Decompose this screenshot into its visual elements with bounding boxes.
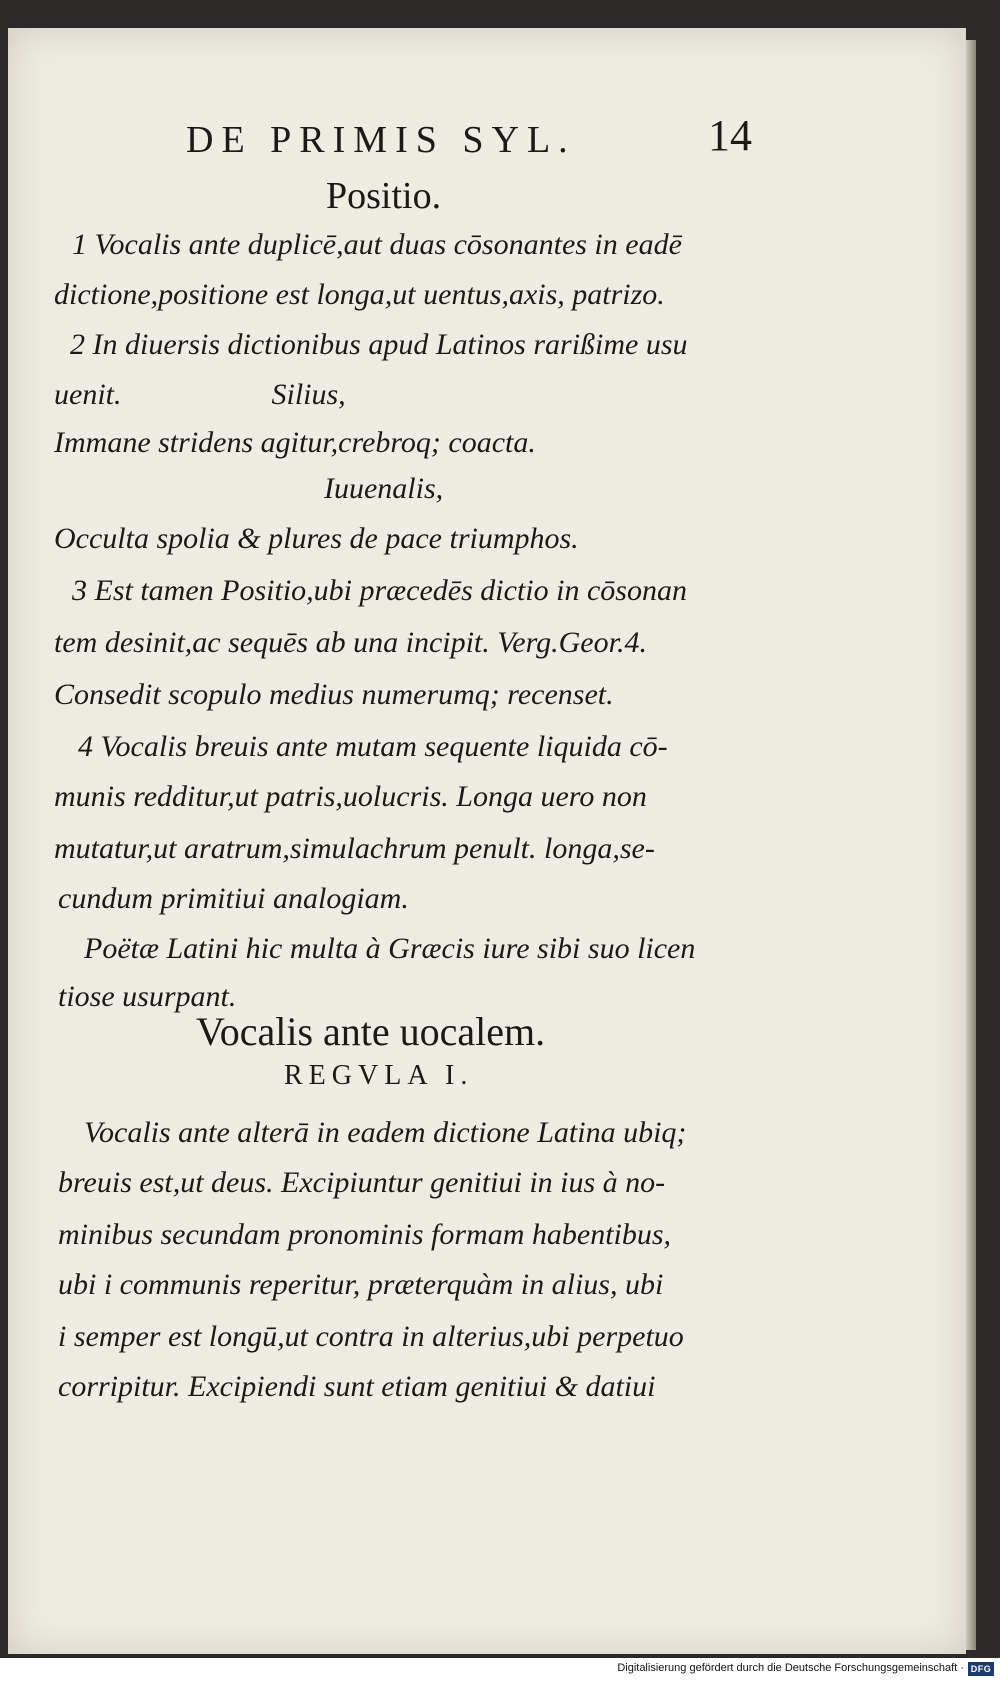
book-page — [8, 28, 966, 1654]
text-line: Occulta spolia & plures de pace triumphos. — [54, 522, 579, 555]
text-line: Vocalis ante alterā in eadem dictione Latina ubiq; — [84, 1116, 687, 1149]
text-line: Iuuenalis, — [324, 472, 444, 505]
text-line: 1 Vocalis ante duplicē,aut duas cōsonantes in eadē — [72, 228, 682, 261]
text-line: uenit. Silius, — [54, 378, 346, 411]
text-line: Poëtæ Latini hic multa à Græcis iure sibi suo licen — [84, 932, 696, 965]
text-line: 4 Vocalis breuis ante mutam sequente liquida cō- — [78, 730, 668, 763]
text-line: corripitur. Excipiendi sunt etiam genitiui & datiui — [58, 1370, 656, 1403]
text-line: i semper est longū,ut contra in alterius,ubi perpetuo — [58, 1320, 684, 1353]
text-line: minibus secundam pronominis formam habentibus, — [58, 1218, 672, 1251]
section-heading-vocalis: Vocalis ante uocalem. — [196, 1009, 546, 1054]
text-line: breuis est,ut deus. Excipiuntur genitiui in ius à no- — [58, 1166, 666, 1199]
dfg-logo: DFG — [968, 1662, 994, 1676]
text-line: ubi i communis reperitur, præterquàm in alius, ubi — [58, 1268, 664, 1301]
text-line: munis redditur,ut patris,uolucris. Longa uero non — [54, 780, 647, 813]
section-heading-positio: Positio. — [326, 175, 442, 217]
text-line: 2 In diuersis dictionibus apud Latinos rarißime usu — [70, 328, 688, 361]
running-head: DE PRIMIS SYL. — [186, 119, 576, 161]
text-line: mutatur,ut aratrum,simulachrum penult. longa,se- — [54, 832, 655, 865]
text-line: tem desinit,ac sequēs ab una incipit. Verg.Geor.4. — [54, 626, 647, 659]
text-line: cundum primitiui analogiam. — [58, 882, 409, 915]
text-line: Immane stridens agitur,crebroq; coacta. — [54, 426, 536, 459]
text-line: tiose usurpant. — [58, 980, 237, 1013]
text-line: dictione,positione est longa,ut uentus,axis, patrizo. — [54, 278, 665, 311]
footer-bar — [0, 1658, 1000, 1681]
text-line: 3 Est tamen Positio,ubi præcedēs dictio in cōsonan — [72, 574, 687, 607]
footer-credit: Digitalisierung gefördert durch die Deutsche Forschungsgemeinschaft · — [617, 1662, 964, 1674]
page-number: 14 — [708, 111, 752, 160]
rule-heading: REGVLA I. — [284, 1060, 474, 1091]
text-line: Consedit scopulo medius numerumq; recenset. — [54, 678, 614, 711]
page-edge — [966, 40, 976, 1650]
